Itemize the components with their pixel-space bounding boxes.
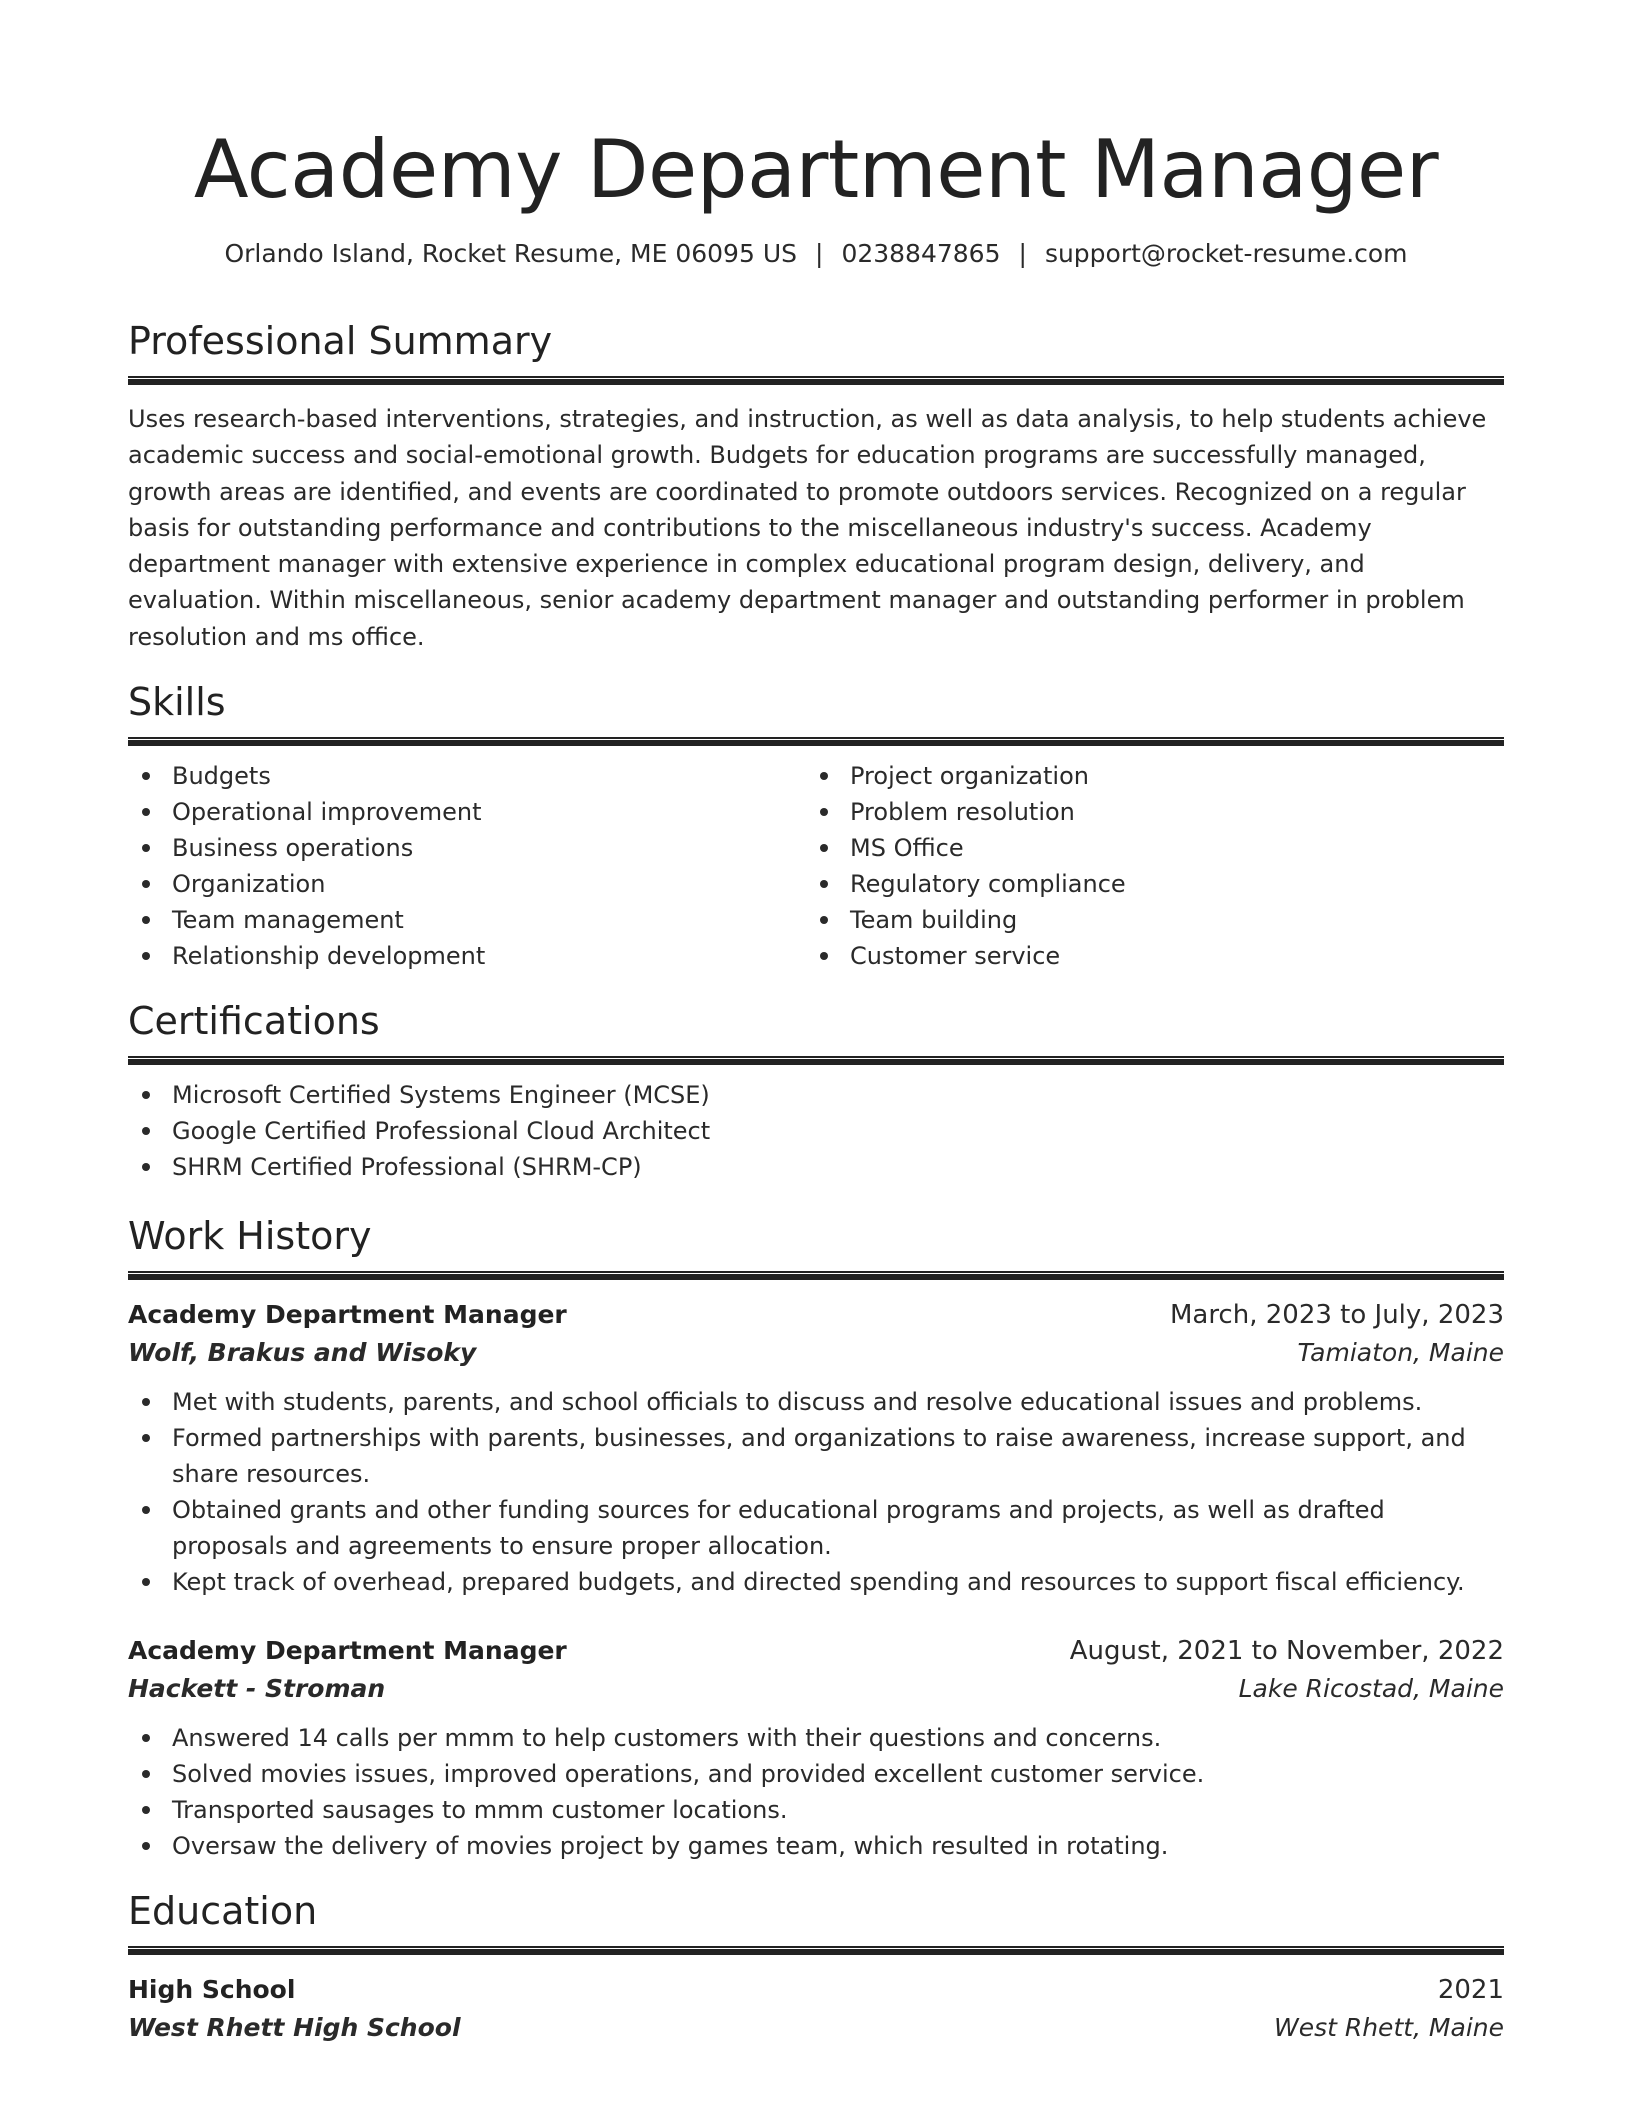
education-school: West Rhett High School	[128, 2013, 461, 2043]
skill-item: Project organization	[806, 758, 1484, 794]
job-company: Hackett - Stroman	[128, 1674, 386, 1704]
skill-item: Team management	[128, 902, 806, 938]
skill-item: Regulatory compliance	[806, 866, 1484, 902]
summary-heading: Professional Summary	[128, 319, 553, 363]
work-history-heading: Work History	[128, 1214, 372, 1259]
skill-item: Team building	[806, 902, 1484, 938]
certifications-section	[128, 996, 1504, 1185]
job-bullet: Formed partnerships with parents, businesses, and organizations to raise awareness, increase support, and share resources.	[128, 1420, 1504, 1492]
job-dates: August, 2021 to November, 2022	[1069, 1636, 1504, 1667]
contact-separator: |	[815, 239, 824, 268]
skill-item: Business operations	[128, 830, 806, 866]
job-header	[128, 1632, 1504, 1670]
skills-list-right	[806, 758, 1484, 974]
section-divider	[128, 376, 1504, 385]
job-bullet: Transported sausages to mmm customer locations.	[128, 1792, 1504, 1828]
job-subheader	[128, 1334, 1504, 1372]
resume-page	[128, 0, 1504, 2047]
job-bullets	[128, 1720, 1504, 1864]
contact-line	[128, 236, 1504, 272]
contact-email: support@rocket-resume.com	[1044, 239, 1408, 268]
skill-item: Operational improvement	[128, 794, 806, 830]
education-location: West Rhett, Maine	[1273, 2013, 1504, 2043]
contact-address: Orlando Island, Rocket Resume, ME 06095 US	[224, 239, 797, 268]
section-divider	[128, 1056, 1504, 1065]
skill-item: Relationship development	[128, 938, 806, 974]
education-header	[128, 1971, 1504, 2009]
work-history-section	[128, 1211, 1504, 1864]
certifications-heading: Certifications	[128, 999, 380, 1044]
section-divider	[128, 1946, 1504, 1955]
job-bullet: Kept track of overhead, prepared budgets, and directed spending and resources to support fiscal efficiency.	[128, 1564, 1504, 1600]
skill-item: Problem resolution	[806, 794, 1484, 830]
section-divider	[128, 1271, 1504, 1280]
job-bullets	[128, 1384, 1504, 1600]
certifications-list	[128, 1077, 1504, 1185]
education-heading: Education	[128, 1889, 318, 1934]
job-bullet: Obtained grants and other funding sources for educational programs and projects, as well as drafted proposals and agreements to ensure proper allocation.	[128, 1492, 1504, 1564]
skill-item: MS Office	[806, 830, 1484, 866]
job-bullet: Answered 14 calls per mmm to help customers with their questions and concerns.	[128, 1720, 1504, 1756]
job-title: Academy Department Manager	[128, 1636, 567, 1666]
job-bullet: Met with students, parents, and school officials to discuss and resolve educational issues and problems.	[128, 1384, 1504, 1420]
job-bullet: Solved movies issues, improved operations, and provided excellent customer service.	[128, 1756, 1504, 1792]
job-location: Tamiaton, Maine	[1297, 1338, 1504, 1368]
certification-item: Microsoft Certified Systems Engineer (MCSE)	[128, 1077, 1504, 1113]
job-subheader	[128, 1670, 1504, 1708]
education-entry	[128, 1971, 1504, 2047]
summary-section	[128, 316, 1504, 655]
job-entry	[128, 1296, 1504, 1600]
section-divider	[128, 737, 1504, 746]
skills-grid	[128, 758, 1504, 974]
contact-separator: |	[1018, 239, 1027, 268]
summary-text: Uses research-based interventions, strategies, and instruction, as well as data analysis, to help students achieve academic success and social-emotional growth. Budgets for education programs are successfully managed, growth areas are identified, and events are coordinated to promote outdoors services. Recognized on a regular basis for outstanding performance and contributions to the miscellaneous industry's success. Academy department manager with extensive experience in complex educational program design, delivery, and evaluation. Within miscellaneous, senior academy department manager and outstanding performer in problem resolution and ms office.	[128, 405, 1487, 651]
education-degree: High School	[128, 1975, 296, 2005]
skills-list-left	[128, 758, 806, 974]
education-year: 2021	[1437, 1975, 1504, 2006]
job-header	[128, 1296, 1504, 1334]
skill-item: Budgets	[128, 758, 806, 794]
job-title: Academy Department Manager	[128, 1300, 567, 1330]
job-company: Wolf, Brakus and Wisoky	[128, 1338, 477, 1368]
skill-item: Customer service	[806, 938, 1484, 974]
education-subheader	[128, 2009, 1504, 2047]
contact-phone: 0238847865	[841, 239, 1001, 268]
skills-heading: Skills	[128, 680, 226, 725]
job-bullet: Oversaw the delivery of movies project by games team, which resulted in rotating.	[128, 1828, 1504, 1864]
job-entry	[128, 1632, 1504, 1864]
education-section	[128, 1886, 1504, 2047]
skills-section	[128, 677, 1504, 974]
resume-name: Academy Department Manager	[193, 123, 1439, 216]
job-dates: March, 2023 to July, 2023	[1169, 1300, 1504, 1331]
skill-item: Organization	[128, 866, 806, 902]
certification-item: Google Certified Professional Cloud Architect	[128, 1113, 1504, 1149]
job-location: Lake Ricostad, Maine	[1238, 1674, 1504, 1704]
certification-item: SHRM Certified Professional (SHRM-CP)	[128, 1149, 1504, 1185]
